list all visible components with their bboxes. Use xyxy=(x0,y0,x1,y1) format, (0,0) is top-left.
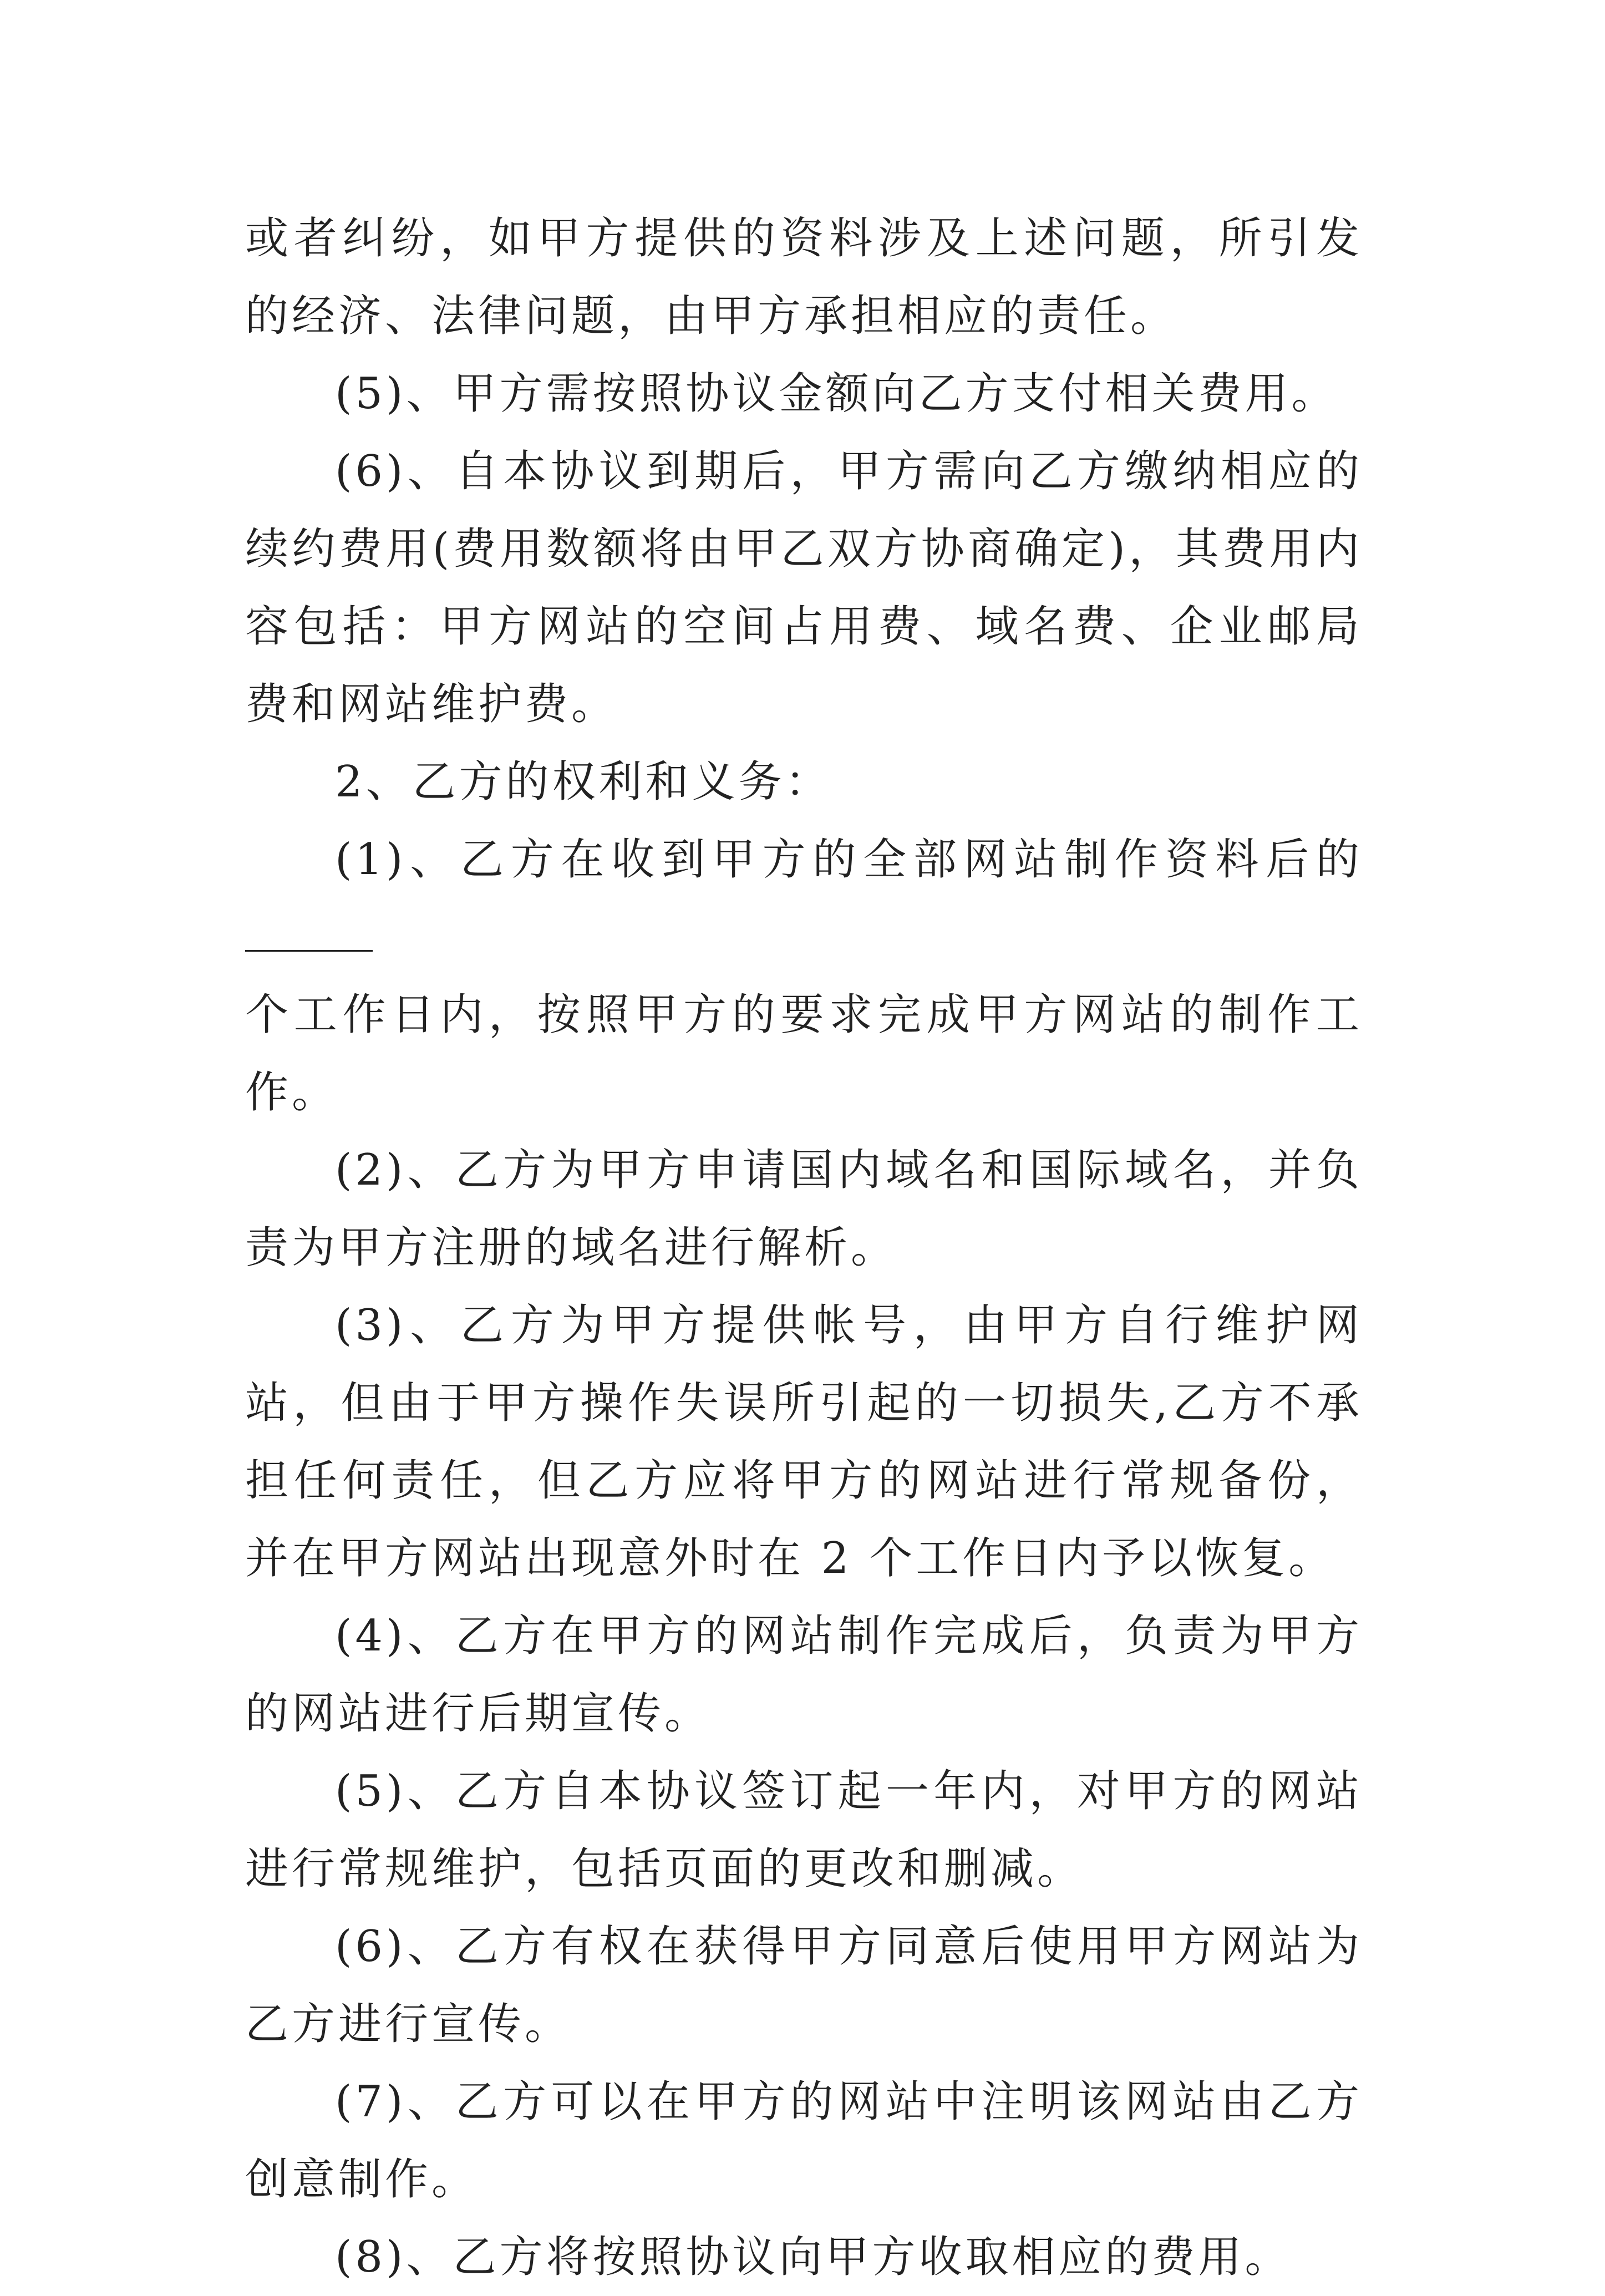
paragraph-lead-text: (1)、乙方在收到甲方的全部网站制作资料后的 xyxy=(335,835,1363,885)
paragraph: (2)、乙方为甲方申请国内域名和国际域名，并负责为甲方注册的域名进行解析。 xyxy=(245,1145,1363,1273)
fill-in-blank xyxy=(245,911,373,952)
paragraph: (5)、乙方自本协议签订起一年内，对甲方的网站进行常规维护，包括页面的更改和删减。 xyxy=(245,1766,1363,1894)
section-heading: 2、乙方的权利和义务： xyxy=(335,757,832,807)
paragraph-continuation: 个工作日内，按照甲方的要求完成甲方网站的制作工作。 xyxy=(245,990,1363,1117)
paragraph: (5)、甲方需按照协议金额向乙方支付相关费用。 xyxy=(335,369,1338,419)
document-body xyxy=(245,200,1363,2296)
paragraph: (6)、乙方有权在获得甲方同意后使用甲方网站为乙方进行宣传。 xyxy=(245,1922,1363,2049)
paragraph: 或者纠纷，如甲方提供的资料涉及上述问题，所引发的经济、法律问题，由甲方承担相应的责任。 xyxy=(245,214,1363,341)
paragraph: (6)、自本协议到期后，甲方需向乙方缴纳相应的续约费用(费用数额将由甲乙双方协商确定)，其费用内容包括：甲方网站的空间占用费、域名费、企业邮局费和网站维护费。 xyxy=(245,446,1363,729)
paragraph: (3)、乙方为甲方提供帐号，由甲方自行维护网站，但由于甲方操作失误所引起的一切损失,乙方不承担任何责任，但乙方应将甲方的网站进行常规备份，并在甲方网站出现意外时在 2 个工作日内予以恢复。 xyxy=(245,1301,1363,1583)
paragraph: (4)、乙方在甲方的网站制作完成后，负责为甲方的网站进行后期宣传。 xyxy=(245,1611,1363,1739)
paragraph: (8)、乙方将按照协议向甲方收取相应的费用。 xyxy=(335,2232,1292,2282)
paragraph: (7)、乙方可以在甲方的网站中注明该网站由乙方创意制作。 xyxy=(245,2077,1363,2204)
paragraph-with-blank xyxy=(245,821,1363,976)
